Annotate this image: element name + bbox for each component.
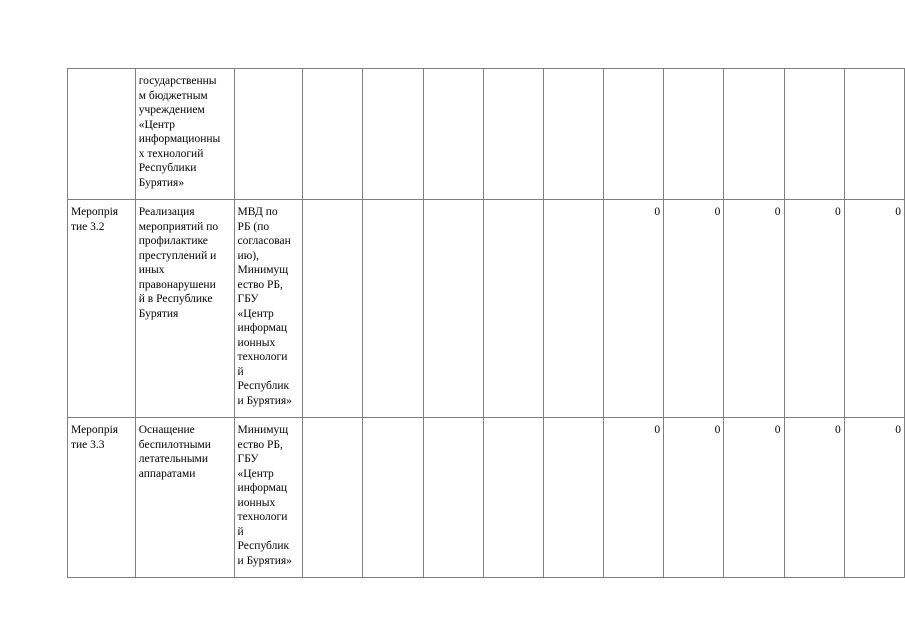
measure-name-cell: Реализация мероприятий по профилактике преступлений и иных правонарушени й в Республике Бурятия <box>135 200 234 418</box>
value-cell: 0 <box>664 200 724 418</box>
value-cell: 0 <box>784 418 844 578</box>
measure-code-cell: Меропрія тие 3.3 <box>68 418 136 578</box>
value-cell <box>543 69 603 200</box>
value-cell <box>483 69 543 200</box>
measure-code-cell <box>68 69 136 200</box>
table-row <box>68 418 905 578</box>
value-cell: 0 <box>844 200 904 418</box>
value-cell <box>543 418 603 578</box>
value-cell: 0 <box>664 418 724 578</box>
executor-cell <box>234 69 303 200</box>
value-cell <box>423 418 483 578</box>
value-cell <box>423 200 483 418</box>
value-cell <box>303 69 363 200</box>
table-row <box>68 200 905 418</box>
measure-code-cell: Меропрія тие 3.2 <box>68 200 136 418</box>
value-cell <box>303 418 363 578</box>
measure-name-cell: Оснащение беспилотными летательными аппаратами <box>135 418 234 578</box>
value-cell <box>363 418 423 578</box>
value-cell: 0 <box>844 418 904 578</box>
executor-cell: МВД по РБ (по согласован ию), Минимущ ество РБ, ГБУ «Центр информац ионных технологи й Республик и Бурятия» <box>234 200 303 418</box>
table-row <box>68 69 905 200</box>
value-cell <box>423 69 483 200</box>
value-cell <box>303 200 363 418</box>
value-cell <box>784 69 844 200</box>
value-cell: 0 <box>784 200 844 418</box>
measure-name-cell: государственны м бюджетным учреждением «Центр информационны х технологий Республики Бурятия» <box>135 69 234 200</box>
value-cell <box>844 69 904 200</box>
value-cell <box>724 69 784 200</box>
value-cell <box>483 200 543 418</box>
value-cell: 0 <box>603 200 663 418</box>
value-cell: 0 <box>603 418 663 578</box>
value-cell <box>363 200 423 418</box>
value-cell <box>483 418 543 578</box>
measures-table <box>67 68 905 578</box>
value-cell: 0 <box>724 418 784 578</box>
value-cell <box>543 200 603 418</box>
value-cell <box>603 69 663 200</box>
executor-cell: Минимущ ество РБ, ГБУ «Центр информац ионных технологи й Республик и Бурятия» <box>234 418 303 578</box>
value-cell: 0 <box>724 200 784 418</box>
value-cell <box>664 69 724 200</box>
value-cell <box>363 69 423 200</box>
